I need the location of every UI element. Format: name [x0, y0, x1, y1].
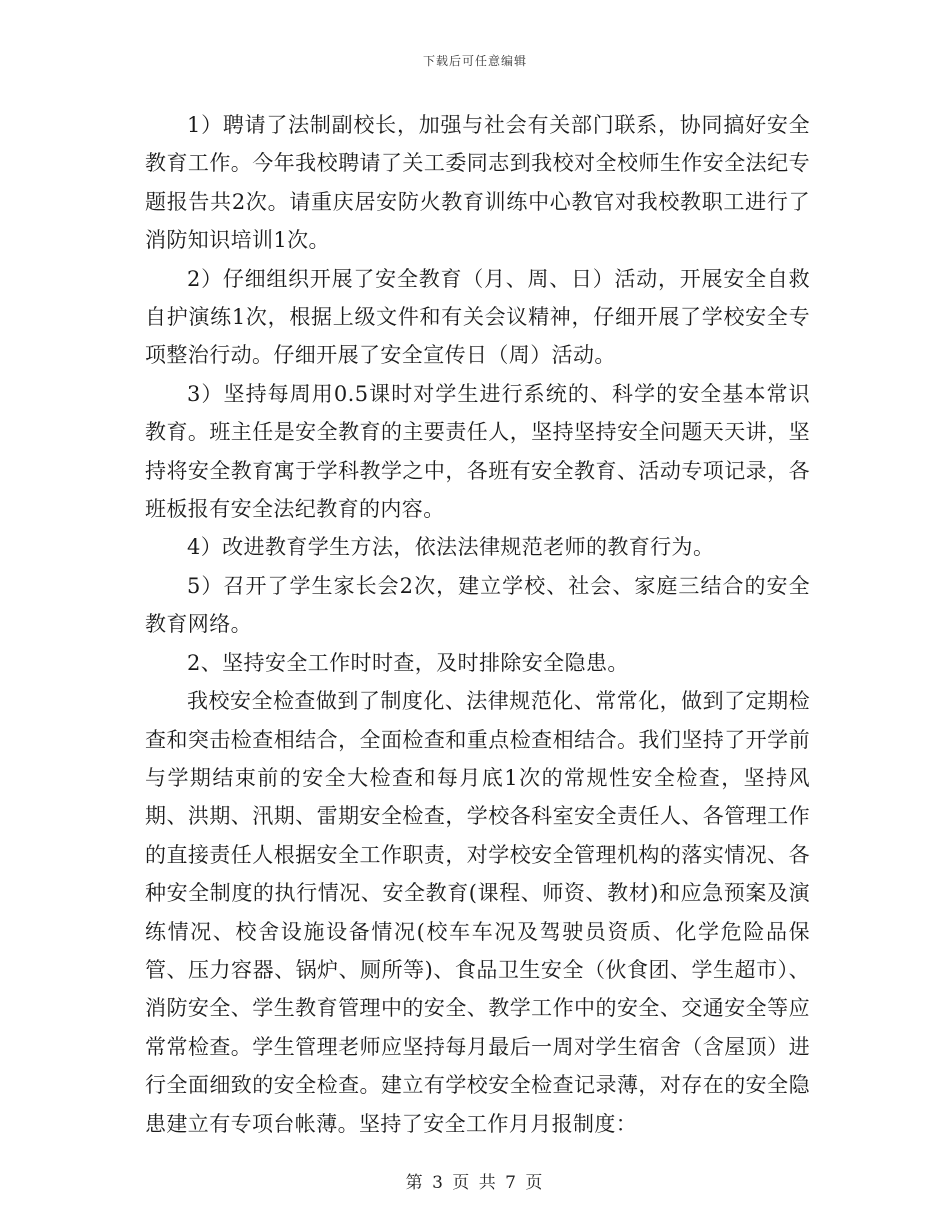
page-number: 第 3 页 共 7 页: [405, 1173, 545, 1193]
paragraph-item-5: 5）召开了学生家长会2次，建立学校、社会、家庭三结合的安全教育网络。: [145, 573, 810, 637]
section-heading: 2、坚持安全工作时时查，及时排除安全隐患。: [187, 650, 629, 675]
paragraph-item-2: 2）仔细组织开展了安全教育（月、周、日）活动，开展安全自救自护演练1次，根据上级文件和有关会议精神，仔细开展了学校安全专项整治行动。仔细开展了安全宣传日（周）活动。: [145, 266, 810, 368]
document-body: [145, 106, 810, 1143]
paragraph-item-1: 1）聘请了法制副校长，加强与社会有关部门联系，协同搞好安全教育工作。今年我校聘请了关工委同志到我校对全校师生作安全法纪专题报告共2次。请重庆居安防火教育训练中心教官对我校教职工进行了消防知识培训1次。: [145, 113, 810, 253]
paragraph-item-4: 4）改进教育学生方法，依法法律规范老师的教育行为。: [187, 535, 715, 560]
section-body: 我校安全检查做到了制度化、法律规范化、常常化，做到了定期检查和突击检查相结合，全面检查和重点检查相结合。我们坚持了开学前与学期结束前的安全大检查和每月底1次的常规性安全检查，坚持风期、洪期、汛期、雷期安全检查，学校各科室安全责任人、各管理工作的直接责任人根据安全工作职责，对学校安全管理机构的落实情况、各种安全制度的执行情况、安全教育(课程、师资、教材)和应急预案及演练情况、校舍设施设备情况(校车车况及驾驶员资质、化学危险品保管、压力容器、锅炉、厕所等)、食品卫生安全（伙食团、学生超市）、消防安全、学生教育管理中的安全、教学工作中的安全、交通安全等应常常检查。学生管理老师应坚持每月最后一周对学生宿舍（含屋顶）进行全面细致的安全检查。建立有学校安全检查记录薄，对存在的安全隐患建立有专项台帐薄。坚持了安全工作月月报制度：: [145, 689, 810, 1136]
page-header: 下载后可任意编辑: [422, 54, 527, 68]
paragraph-item-3: 3）坚持每周用0.5课时对学生进行系统的、科学的安全基本常识教育。班主任是安全教育的主要责任人，坚持坚持安全问题天天讲，坚持将安全教育寓于学科教学之中，各班有安全教育、活动专项记录，各班板报有安全法纪教育的内容。: [145, 381, 810, 522]
